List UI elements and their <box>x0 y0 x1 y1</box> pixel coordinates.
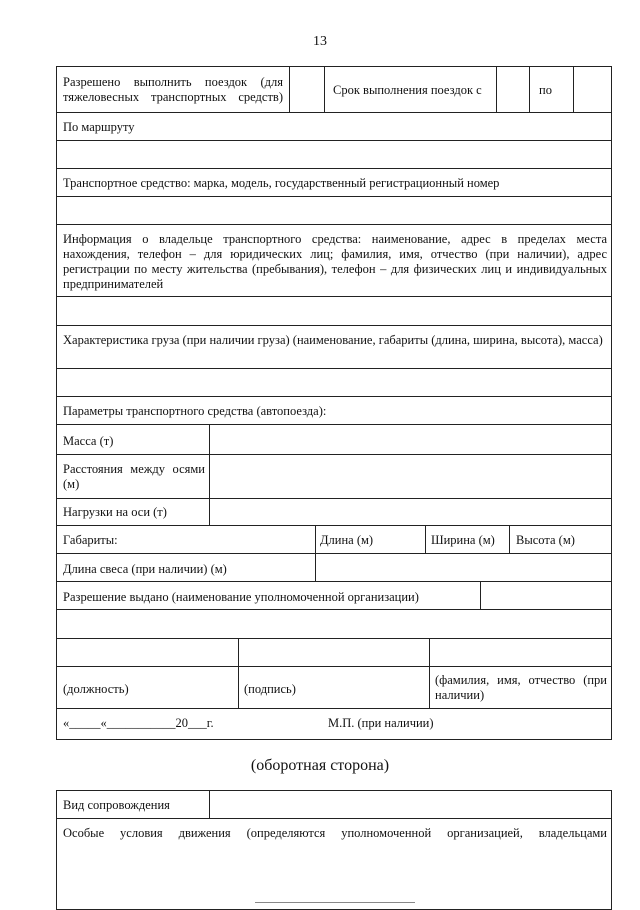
reverse-side-heading: (оборотная сторона) <box>250 757 390 774</box>
width-label: Ширина (м) <box>431 533 495 547</box>
col-divider <box>529 66 530 112</box>
to-label: по <box>539 83 552 97</box>
issued-by-label: Разрешение выдано (наименование уполномоченной организации) <box>63 590 419 604</box>
dimensions-label: Габариты: <box>63 533 118 547</box>
axle-distance-label: Расстояния между осями (м) <box>63 462 205 491</box>
row-divider <box>56 525 612 526</box>
allowed-trips-label: Разрешено выполнить поездок (для тяжеловесных транспортных средств) <box>63 75 283 104</box>
col-divider <box>480 581 481 609</box>
axle-load-label: Нагрузки на оси (т) <box>63 505 167 519</box>
col-divider <box>573 66 574 112</box>
row-divider <box>56 296 612 297</box>
row-divider <box>56 498 612 499</box>
escort-type-label: Вид сопровождения <box>63 798 170 812</box>
stamp-label: М.П. (при наличии) <box>328 716 434 730</box>
row-divider <box>56 396 612 397</box>
row-divider <box>56 112 612 113</box>
row-divider <box>56 454 612 455</box>
full-name-label: (фамилия, имя, отчество (при наличии) <box>435 673 607 702</box>
params-title: Параметры транспортного средства (автопоезда): <box>63 404 327 418</box>
col-divider <box>324 66 325 112</box>
signature-label: (подпись) <box>244 682 296 696</box>
col-divider <box>496 66 497 112</box>
mass-label: Масса (т) <box>63 434 114 448</box>
row-divider <box>56 368 612 369</box>
row-divider <box>56 666 612 667</box>
row-divider <box>56 581 612 582</box>
row-divider <box>56 168 612 169</box>
row-divider <box>56 818 612 819</box>
row-divider <box>56 638 612 639</box>
row-divider <box>56 140 612 141</box>
height-label: Высота (м) <box>516 533 575 547</box>
col-divider <box>289 66 290 112</box>
row-divider <box>56 224 612 225</box>
route-label: По маршруту <box>63 120 135 134</box>
length-label: Длина (м) <box>320 533 374 547</box>
col-divider <box>209 424 210 525</box>
row-divider <box>56 553 612 554</box>
page-number: 13 <box>313 34 327 49</box>
position-label: (должность) <box>63 682 129 696</box>
cargo-label: Характеристика груза (при наличии груза) (наименование, габариты (длина, ширина, высота), масса) <box>63 333 603 347</box>
owner-info-label: Информация о владельце транспортного средства: наименование, адрес в пределах места нахождения, телефон – для юридических лиц; фамилия, имя, отчество (при наличии), адрес регистрации по месту жительства (пребывания), телефон – для физических лиц и индивидуальных предпринимателей <box>63 232 607 291</box>
col-divider <box>238 638 239 708</box>
col-divider <box>509 525 510 553</box>
row-divider <box>56 196 612 197</box>
col-divider <box>429 638 430 708</box>
row-divider <box>56 325 612 326</box>
row-divider <box>56 609 612 610</box>
col-divider <box>425 525 426 553</box>
row-divider <box>56 424 612 425</box>
overhang-label: Длина свеса (при наличии) (м) <box>63 562 227 576</box>
date-line: «_____«___________20___г. <box>63 716 214 730</box>
trip-period-label: Срок выполнения поездок с <box>333 83 482 97</box>
page-edge-line <box>255 902 415 903</box>
col-divider <box>209 790 210 818</box>
vehicle-label: Транспортное средство: марка, модель, государственный регистрационный номер <box>63 176 500 190</box>
row-divider <box>56 708 612 709</box>
special-conditions-label: Особые условия движения (определяются уполномоченной организацией, владельцами <box>63 826 607 840</box>
col-divider <box>315 525 316 581</box>
